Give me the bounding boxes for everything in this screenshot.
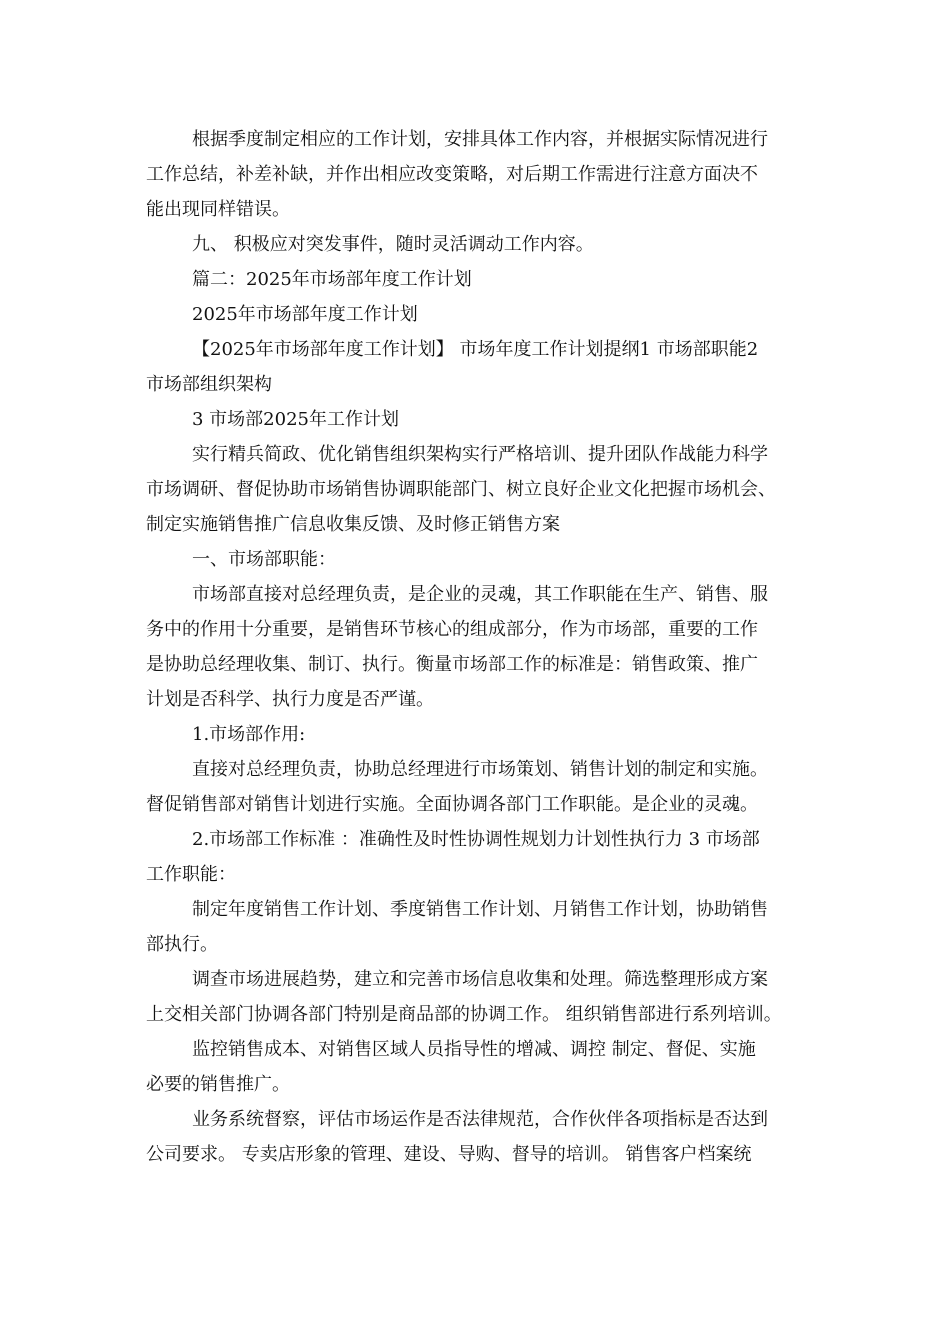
text-line: 督促销售部对销售计划进行实施。全面协调各部门工作职能。是企业的灵魂。 bbox=[146, 794, 758, 815]
text-line: 是协助总经理收集、制订、执行。衡量市场部工作的标准是：销售政策、推广 bbox=[146, 654, 758, 675]
text-line: 上交相关部门协调各部门特别是商品部的协调工作。 组织销售部进行系列培训。 bbox=[146, 1004, 782, 1025]
document-body bbox=[146, 122, 810, 1172]
text-line: 部执行。 bbox=[146, 934, 218, 955]
text-line: 制定实施销售推广信息收集反馈、及时修正销售方案 bbox=[146, 514, 560, 535]
text-line: 篇二：2025年市场部年度工作计划 bbox=[192, 269, 472, 290]
text-line: 2.市场部工作标准 ：准确性及时性协调性规划力计划性执行力 3 市场部 bbox=[192, 829, 760, 850]
text-line: 2025年市场部年度工作计划 bbox=[192, 304, 418, 325]
text-line: 工作总结，补差补缺，并作出相应改变策略，对后期工作需进行注意方面决不 bbox=[146, 164, 758, 185]
text-line: 市场部组织架构 bbox=[146, 374, 272, 395]
text-line: 九、 积极应对突发事件，随时灵活调动工作内容。 bbox=[192, 234, 594, 255]
text-line: 计划是否科学、执行力度是否严谨。 bbox=[146, 689, 434, 710]
text-line: 工作职能： bbox=[146, 864, 236, 885]
text-line: 调查市场进展趋势，建立和完善市场信息收集和处理。筛选整理形成方案 bbox=[192, 969, 768, 990]
text-line: 务中的作用十分重要，是销售环节核心的组成部分，作为市场部，重要的工作 bbox=[146, 619, 758, 640]
text-line: 【2025年市场部年度工作计划】 市场年度工作计划提纲1 市场部职能2 bbox=[192, 339, 759, 360]
text-line: 市场调研、督促协助市场销售协调职能部门、树立良好企业文化把握市场机会、 bbox=[146, 479, 776, 500]
text-line: 1.市场部作用: bbox=[192, 724, 306, 745]
text-line: 能出现同样错误。 bbox=[146, 199, 290, 220]
text-line: 3 市场部2025年工作计划 bbox=[192, 409, 399, 430]
text-line: 公司要求。 专卖店形象的管理、建设、导购、督导的培训。 销售客户档案统 bbox=[146, 1144, 752, 1165]
text-line: 根据季度制定相应的工作计划，安排具体工作内容，并根据实际情况进行 bbox=[192, 129, 768, 150]
text-line: 必要的销售推广。 bbox=[146, 1074, 290, 1095]
text-line: 业务系统督察，评估市场运作是否法律规范，合作伙伴各项指标是否达到 bbox=[192, 1109, 768, 1130]
text-line: 实行精兵简政、优化销售组织架构实行严格培训、提升团队作战能力科学 bbox=[192, 444, 768, 465]
text-line: 监控销售成本、对销售区域人员指导性的增减、调控 制定、督促、实施 bbox=[192, 1039, 756, 1060]
text-line: 一、市场部职能： bbox=[192, 549, 336, 570]
text-line: 直接对总经理负责，协助总经理进行市场策划、销售计划的制定和实施。 bbox=[192, 759, 768, 780]
text-line: 市场部直接对总经理负责，是企业的灵魂，其工作职能在生产、销售、服 bbox=[192, 584, 768, 605]
text-line: 制定年度销售工作计划、季度销售工作计划、月销售工作计划，协助销售 bbox=[192, 899, 768, 920]
